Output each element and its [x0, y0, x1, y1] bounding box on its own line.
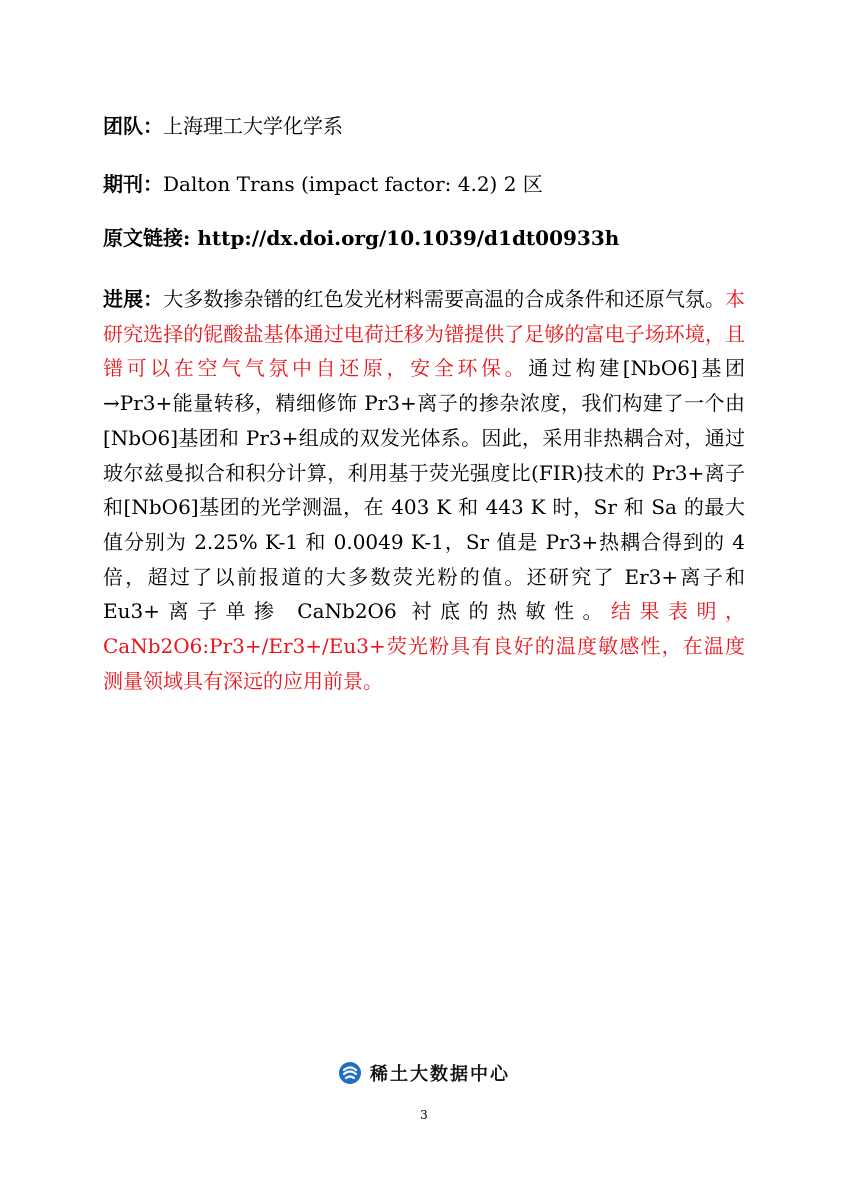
journal-line: [103, 172, 543, 196]
brand-name: 稀土大数据中心: [370, 1064, 510, 1085]
team-line: [103, 114, 343, 138]
progress-text-highlight-2: 结果表明，CaNb2O6:Pr3+/Er3+/Eu3+荧光粉具有良好的温度敏感性，在温度测量领域具有深远的应用前景。: [103, 599, 746, 693]
progress-paragraph: [103, 282, 745, 698]
progress-text-highlight-1: 本研究选择的铌酸盐基体通过电荷迁移为镨提供了足够的富电子场环境，且镨可以在空气气氛中自还原，安全环保。: [103, 287, 746, 381]
team-value: 上海理工大学化学系: [163, 114, 343, 138]
journal-label: 期刊：: [103, 172, 163, 196]
link-line: [103, 226, 619, 250]
progress-text-intro: 大多数掺杂镨的红色发光材料需要高温的合成条件和还原气氛。: [163, 287, 726, 311]
journal-value: Dalton Trans (impact factor: 4.2) 2 区: [163, 172, 543, 196]
progress-label: 进展：: [103, 287, 164, 311]
progress-text-body: 通过构建[NbO6]基团→Pr3+能量转移，精细修饰 Pr3+离子的掺杂浓度，我们构建了一个由[NbO6]基团和 Pr3+组成的双发光体系。因此，采用非热耦合对，通过玻尔兹曼拟合和积分计算，利用基于荧光强度比(FIR)技术的 Pr3+离子和[NbO6]基团的光学测温，在 403 K 和 443 K 时，Sr 和 Sa 的最大值分别为 2.25% K-1 和 0.0049 K-1，Sr 值是 Pr3+热耦合得到的 4 倍，超过了以前报道的大多数荧光粉的值。还研究了 Er3+离子和 Eu3+离子单掺 CaNb2O6 衬底的热敏性。: [103, 356, 746, 624]
rare-earth-logo-icon: [338, 1061, 362, 1085]
team-label: 团队：: [103, 114, 163, 138]
link-label: 原文链接:: [103, 226, 198, 250]
footer-brand: [0, 1060, 848, 1086]
doi-link[interactable]: http://dx.doi.org/10.1039/d1dt00933h: [197, 226, 620, 250]
page-number: 3: [420, 1108, 428, 1122]
